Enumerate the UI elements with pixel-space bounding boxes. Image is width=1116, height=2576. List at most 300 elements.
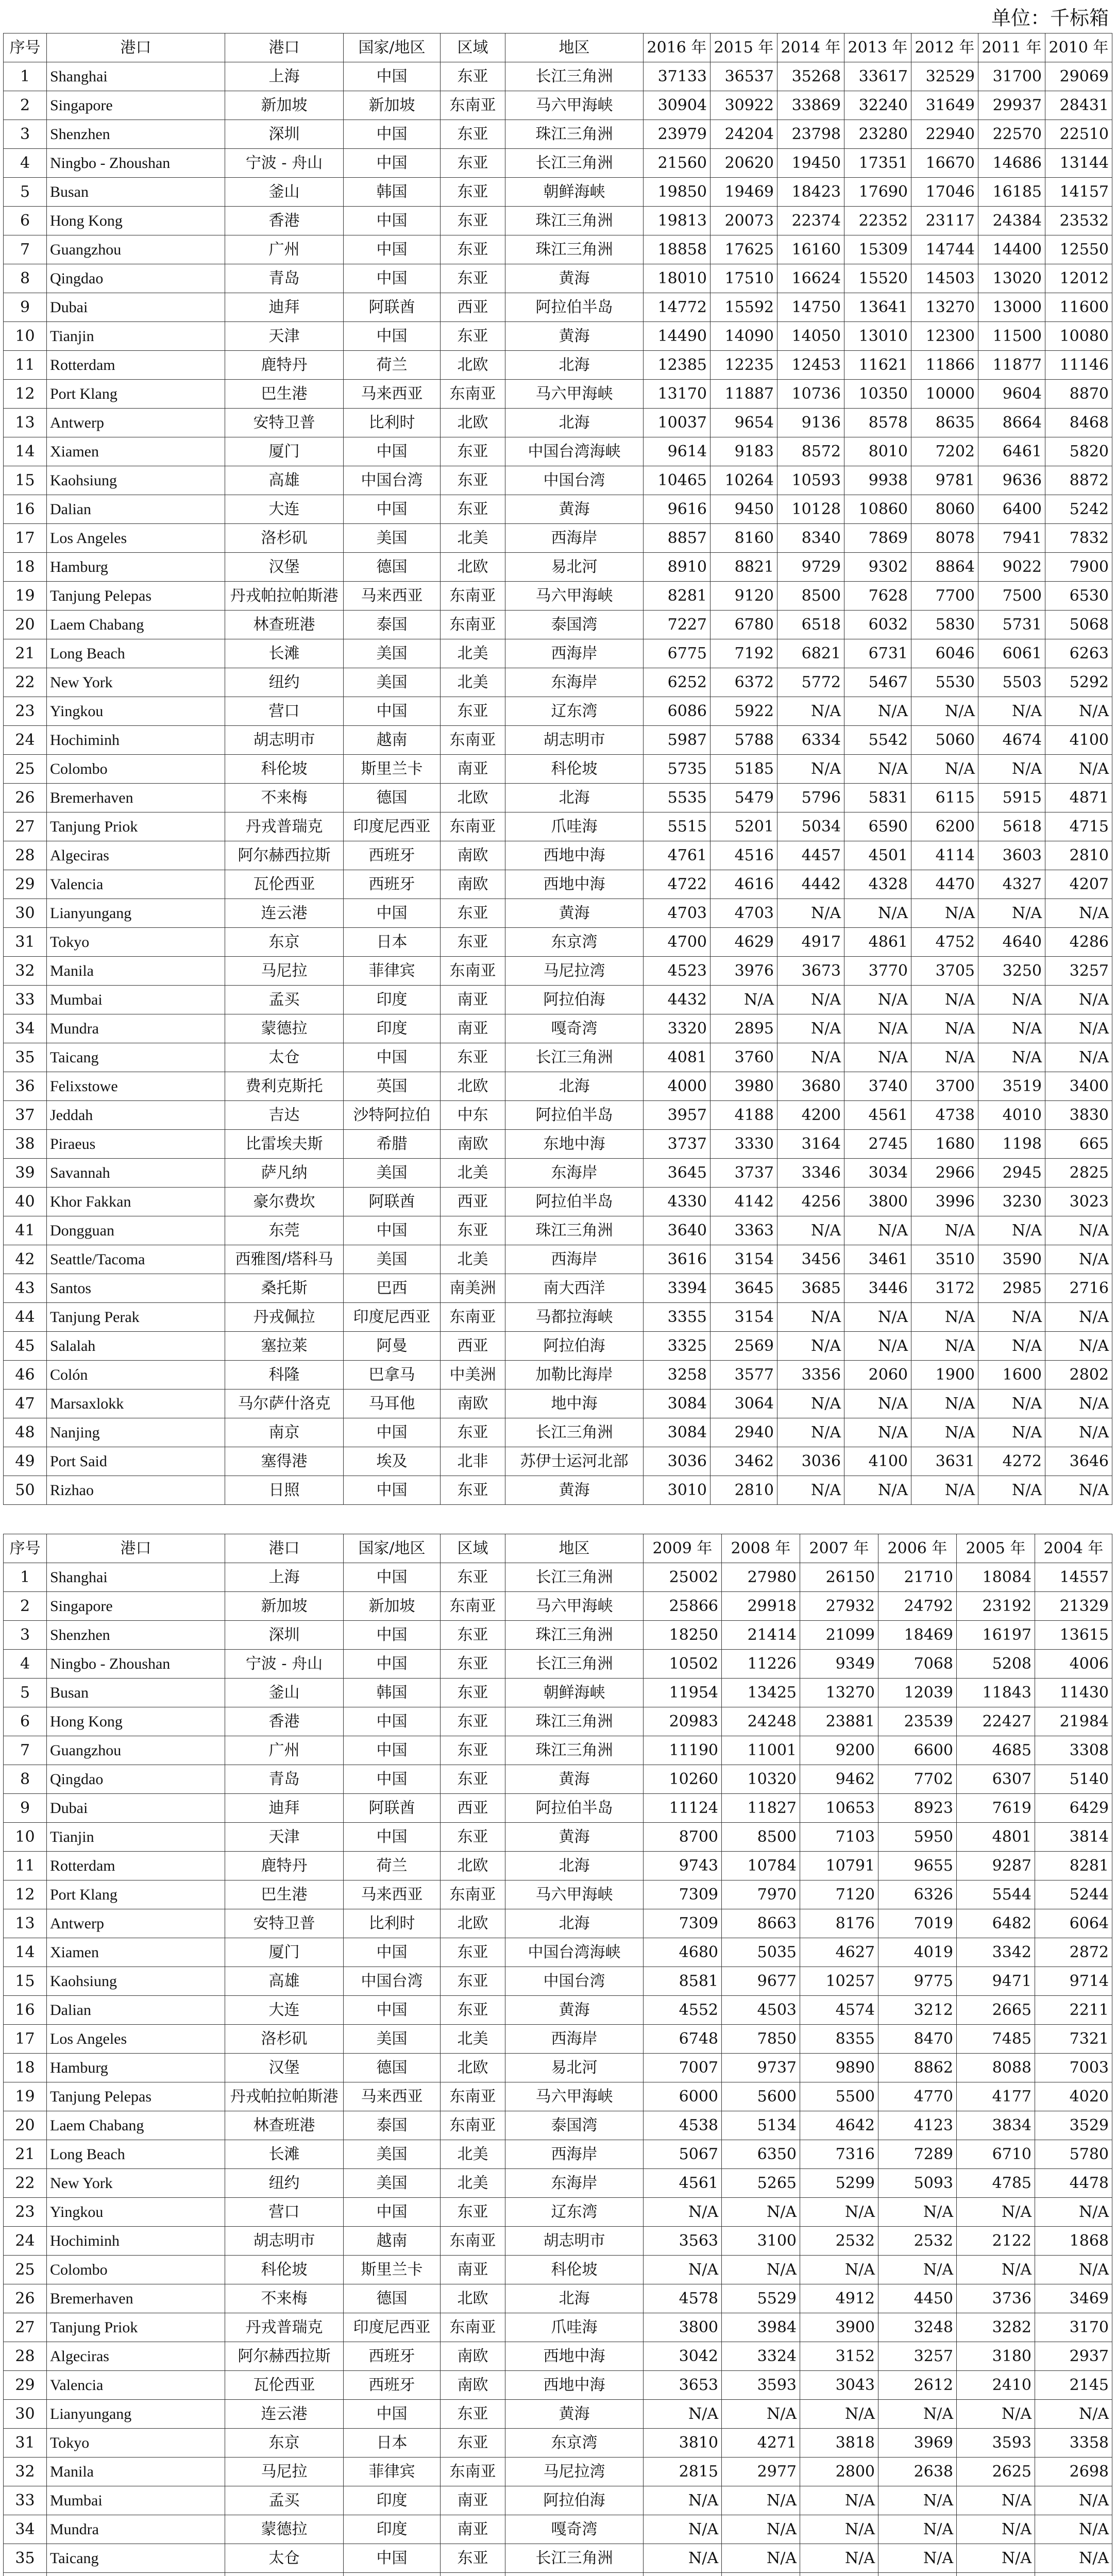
cell-throughput: 16197 <box>957 1621 1035 1650</box>
cell-throughput: 4286 <box>1045 928 1112 957</box>
cell-port-cn: 巴生港 <box>225 1880 344 1909</box>
cell-throughput: 3250 <box>978 957 1045 986</box>
cell-country: 美国 <box>344 2140 441 2169</box>
table-row <box>4 149 1112 178</box>
cell-throughput: 9604 <box>978 380 1045 409</box>
cell-port-en: Laem Chabang <box>47 611 225 639</box>
cell-port-cn: 高雄 <box>225 466 344 495</box>
cell-throughput: 21560 <box>644 149 711 178</box>
cell-port-en: Yingkou <box>47 2198 225 2227</box>
cell-area: 马六甲海峡 <box>505 380 644 409</box>
cell-region: 北欧 <box>441 2054 505 2082</box>
cell-throughput: 3400 <box>1045 1072 1112 1101</box>
port-throughput-table-2009-2004 <box>3 1534 1112 2576</box>
cell-region: 东亚 <box>441 2544 505 2573</box>
cell-throughput: 9729 <box>777 553 844 582</box>
cell-throughput: 5530 <box>911 668 978 697</box>
table-row <box>4 524 1112 553</box>
cell-throughput: 5830 <box>911 611 978 639</box>
cell-index: 25 <box>4 2256 47 2284</box>
cell-throughput: N/A <box>644 2198 722 2227</box>
cell-port-en: Valencia <box>47 870 225 899</box>
table-row <box>4 2371 1112 2400</box>
cell-region: 东亚 <box>441 697 505 726</box>
cell-throughput: N/A <box>644 2515 722 2544</box>
cell-throughput: 29069 <box>1045 62 1112 91</box>
cell-area: 珠江三角洲 <box>505 235 644 264</box>
table-row <box>4 235 1112 264</box>
cell-port-cn: 阿尔赫西拉斯 <box>225 2342 344 2371</box>
table-row <box>4 957 1112 986</box>
cell-area: 阿拉伯海 <box>505 1332 644 1361</box>
cell-throughput: 4457 <box>777 841 844 870</box>
cell-throughput: 5788 <box>711 726 777 755</box>
cell-throughput: 2060 <box>844 1361 911 1389</box>
cell-country: 比利时 <box>344 409 441 437</box>
cell-region: 西亚 <box>441 293 505 322</box>
table-row <box>4 2429 1112 2458</box>
cell-throughput: 13270 <box>800 1679 878 1707</box>
table-row <box>4 1592 1112 1621</box>
table-row <box>4 755 1112 784</box>
cell-throughput: 3230 <box>978 1188 1045 1216</box>
cell-throughput: 7628 <box>844 582 911 611</box>
table-row <box>4 1967 1112 1996</box>
cell-region: 东亚 <box>441 1967 505 1996</box>
cell-throughput: 3800 <box>844 1188 911 1216</box>
cell-country: 马耳他 <box>344 1389 441 1418</box>
cell-area: 阿拉伯半岛 <box>505 1188 644 1216</box>
cell-throughput: 6326 <box>878 1880 957 1909</box>
cell-throughput: 6046 <box>911 639 978 668</box>
cell-throughput: 3770 <box>844 957 911 986</box>
cell-index: 45 <box>4 1332 47 1361</box>
cell-throughput: 29937 <box>978 91 1045 120</box>
cell-throughput: 2966 <box>911 1159 978 1188</box>
cell-country: 中国 <box>344 264 441 293</box>
cell-port-cn: 太仓 <box>225 2544 344 2573</box>
cell-port-en: Hong Kong <box>47 207 225 235</box>
cell-throughput: 6000 <box>644 2082 722 2111</box>
cell-area: 阿拉伯半岛 <box>505 293 644 322</box>
cell-region: 东亚 <box>441 62 505 91</box>
cell-throughput: 4256 <box>777 1188 844 1216</box>
cell-region: 东亚 <box>441 1938 505 1967</box>
cell-throughput: 19450 <box>777 149 844 178</box>
cell-region: 北美 <box>441 639 505 668</box>
cell-port-en: Dongguan <box>47 1216 225 1245</box>
cell-throughput: N/A <box>978 986 1045 1014</box>
cell-region: 东南亚 <box>441 2458 505 2486</box>
cell-throughput: 6263 <box>1045 639 1112 668</box>
cell-country: 希腊 <box>344 1130 441 1159</box>
cell-area: 西地中海 <box>505 2371 644 2400</box>
cell-region: 东亚 <box>441 1679 505 1707</box>
cell-throughput: 4700 <box>644 928 711 957</box>
cell-area: 马尼拉湾 <box>505 957 644 986</box>
cell-country: 印度 <box>344 2515 441 2544</box>
cell-index: 6 <box>4 207 47 235</box>
cell-throughput: 5503 <box>978 668 1045 697</box>
cell-throughput: N/A <box>777 1216 844 1245</box>
cell-throughput: 3363 <box>711 1216 777 1245</box>
header-year: 2012 年 <box>911 33 978 62</box>
cell-area: 爪哇海 <box>505 812 644 841</box>
cell-throughput: 14750 <box>777 293 844 322</box>
cell-port-cn: 汉堡 <box>225 553 344 582</box>
cell-throughput: 11190 <box>644 1736 722 1765</box>
cell-port-en: Taicang <box>47 2544 225 2573</box>
cell-throughput: N/A <box>844 1418 911 1447</box>
cell-throughput: 8355 <box>800 2025 878 2054</box>
cell-index: 10 <box>4 1823 47 1852</box>
cell-index: 34 <box>4 2515 47 2544</box>
cell-throughput: 4642 <box>800 2111 878 2140</box>
cell-country: 中国 <box>344 1938 441 1967</box>
cell-index: 10 <box>4 322 47 351</box>
cell-index: 4 <box>4 149 47 178</box>
cell-country: 马来西亚 <box>344 2082 441 2111</box>
cell-port-en: Mundra <box>47 2515 225 2544</box>
cell-throughput: 20620 <box>711 149 777 178</box>
table-row <box>4 1216 1112 1245</box>
cell-throughput: 3356 <box>777 1361 844 1389</box>
cell-region: 南亚 <box>441 2515 505 2544</box>
cell-throughput: 10791 <box>800 1852 878 1880</box>
cell-throughput: N/A <box>878 2198 957 2227</box>
cell-region: 东亚 <box>441 1216 505 1245</box>
cell-throughput: 665 <box>1045 1130 1112 1159</box>
cell-port-cn: 东莞 <box>225 1216 344 1245</box>
cell-throughput: 6200 <box>911 812 978 841</box>
cell-index: 21 <box>4 639 47 668</box>
cell-throughput: 3461 <box>844 1245 911 1274</box>
cell-throughput: 7900 <box>1045 553 1112 582</box>
cell-throughput: 4761 <box>644 841 711 870</box>
cell-throughput: 13170 <box>644 380 711 409</box>
cell-index: 44 <box>4 1303 47 1332</box>
cell-port-en: Shenzhen <box>47 1621 225 1650</box>
cell-region: 西亚 <box>441 1332 505 1361</box>
cell-throughput: 30922 <box>711 91 777 120</box>
cell-area: 马尼拉湾 <box>505 2458 644 2486</box>
cell-throughput: 7309 <box>644 1880 722 1909</box>
cell-throughput: 3519 <box>978 1072 1045 1101</box>
cell-throughput: 4200 <box>777 1101 844 1130</box>
cell-region: 东亚 <box>441 1736 505 1765</box>
table-row <box>4 293 1112 322</box>
cell-country: 韩国 <box>344 178 441 207</box>
cell-country: 荷兰 <box>344 351 441 380</box>
cell-throughput: 37133 <box>644 62 711 91</box>
cell-throughput: 13020 <box>978 264 1045 293</box>
cell-throughput: 3631 <box>911 1447 978 1476</box>
cell-port-en: Colombo <box>47 2256 225 2284</box>
cell-throughput: 2532 <box>800 2227 878 2256</box>
cell-port-cn: 东京 <box>225 928 344 957</box>
cell-throughput: 11500 <box>978 322 1045 351</box>
cell-throughput: N/A <box>1035 2486 1112 2515</box>
cell-port-cn: 鹿特丹 <box>225 351 344 380</box>
cell-throughput: N/A <box>1045 986 1112 1014</box>
table-row <box>4 812 1112 841</box>
cell-country: 美国 <box>344 1245 441 1274</box>
cell-throughput: 6821 <box>777 639 844 668</box>
cell-throughput <box>722 2573 800 2576</box>
cell-throughput: 8857 <box>644 524 711 553</box>
cell-throughput: 3036 <box>644 1447 711 1476</box>
cell-region: 东亚 <box>441 120 505 149</box>
cell-throughput: 11621 <box>844 351 911 380</box>
cell-port-cn: 釜山 <box>225 178 344 207</box>
cell-throughput: 3645 <box>711 1274 777 1303</box>
cell-throughput: 6530 <box>1045 582 1112 611</box>
cell-area: 黄海 <box>505 322 644 351</box>
cell-throughput: 19850 <box>644 178 711 207</box>
table-row <box>4 1996 1112 2025</box>
cell-country: 西班牙 <box>344 841 441 870</box>
cell-country: 西班牙 <box>344 2342 441 2371</box>
cell-port-cn: 吉达 <box>225 1101 344 1130</box>
cell-throughput: 31649 <box>911 91 978 120</box>
cell-region: 东亚 <box>441 1043 505 1072</box>
cell-area: 南大西洋 <box>505 1274 644 1303</box>
cell-throughput: 9655 <box>878 1852 957 1880</box>
cell-throughput: 3673 <box>777 957 844 986</box>
cell-port-en: Tanjung Pelepas <box>47 582 225 611</box>
cell-region: 东南亚 <box>441 1592 505 1621</box>
cell-throughput: 16160 <box>777 235 844 264</box>
cell-index: 42 <box>4 1245 47 1274</box>
cell-throughput: 27980 <box>722 1563 800 1592</box>
cell-throughput: N/A <box>1045 1418 1112 1447</box>
cell-port-cn: 科伦坡 <box>225 755 344 784</box>
cell-throughput: 4703 <box>711 899 777 928</box>
cell-port-en: Rotterdam <box>47 351 225 380</box>
cell-throughput: 6461 <box>978 437 1045 466</box>
cell-country: 中国 <box>344 1418 441 1447</box>
cell-throughput: 8581 <box>644 1967 722 1996</box>
cell-throughput: 5544 <box>957 1880 1035 1909</box>
cell-throughput: 10080 <box>1045 322 1112 351</box>
cell-area: 长江三角洲 <box>505 1563 644 1592</box>
cell-country: 中国 <box>344 207 441 235</box>
cell-port-en: Hong Kong <box>47 1707 225 1736</box>
cell-throughput: 2895 <box>711 1014 777 1043</box>
cell-port-en: Manila <box>47 2458 225 2486</box>
cell-area: 西海岸 <box>505 639 644 668</box>
table-row <box>4 495 1112 524</box>
cell-throughput: 2698 <box>1035 2458 1112 2486</box>
cell-throughput: 17351 <box>844 149 911 178</box>
cell-country: 中国 <box>344 62 441 91</box>
cell-throughput: 2937 <box>1035 2342 1112 2371</box>
cell-throughput: 9677 <box>722 1967 800 1996</box>
cell-region: 南亚 <box>441 986 505 1014</box>
cell-area: 嘎奇湾 <box>505 1014 644 1043</box>
cell-throughput: 14503 <box>911 264 978 293</box>
cell-region: 北美 <box>441 1245 505 1274</box>
cell-index: 17 <box>4 524 47 553</box>
cell-throughput: 7289 <box>878 2140 957 2169</box>
cell-throughput: 22427 <box>957 1707 1035 1736</box>
cell-area: 西地中海 <box>505 2342 644 2371</box>
table-header-row <box>4 1534 1112 1563</box>
cell-throughput: 4752 <box>911 928 978 957</box>
table-row <box>4 1159 1112 1188</box>
cell-throughput: N/A <box>878 2256 957 2284</box>
table-row <box>4 409 1112 437</box>
cell-port-en: Mumbai <box>47 2486 225 2515</box>
cell-port-cn: 釜山 <box>225 1679 344 1707</box>
cell-throughput: N/A <box>1035 2544 1112 2573</box>
cell-port-en: Dalian <box>47 1996 225 2025</box>
cell-area: 长江三角洲 <box>505 1043 644 1072</box>
cell-country: 比利时 <box>344 1909 441 1938</box>
cell-throughput: 7316 <box>800 2140 878 2169</box>
cell-throughput: 3100 <box>722 2227 800 2256</box>
cell-throughput: 7202 <box>911 437 978 466</box>
cell-area: 黄海 <box>505 1996 644 2025</box>
cell-throughput: 3976 <box>711 957 777 986</box>
cell-throughput: 14090 <box>711 322 777 351</box>
header-year: 2011 年 <box>978 33 1045 62</box>
cell-index: 7 <box>4 235 47 264</box>
cell-area: 中国台湾 <box>505 466 644 495</box>
cell-region: 东南亚 <box>441 1303 505 1332</box>
cell-area: 北海 <box>505 409 644 437</box>
cell-throughput: 5292 <box>1045 668 1112 697</box>
table-row <box>4 2400 1112 2429</box>
cell-port-en: Piraeus <box>47 1130 225 1159</box>
cell-throughput: N/A <box>777 755 844 784</box>
cell-port-en: Tokyo <box>47 928 225 957</box>
cell-country: 中国 <box>344 1563 441 1592</box>
cell-index: 6 <box>4 1707 47 1736</box>
cell-throughput: 13270 <box>911 293 978 322</box>
cell-index: 9 <box>4 1794 47 1823</box>
cell-port-en: Shanghai <box>47 1563 225 1592</box>
cell-throughput: N/A <box>911 1043 978 1072</box>
cell-throughput: 3800 <box>644 2313 722 2342</box>
table-row <box>4 928 1112 957</box>
cell-throughput: 4552 <box>644 1996 722 2025</box>
cell-area: 东海岸 <box>505 668 644 697</box>
cell-index: 28 <box>4 841 47 870</box>
cell-index: 16 <box>4 495 47 524</box>
cell-throughput: N/A <box>878 2400 957 2429</box>
cell-area: 马六甲海峡 <box>505 1880 644 1909</box>
cell-throughput: 18469 <box>878 1621 957 1650</box>
cell-throughput: 5618 <box>978 812 1045 841</box>
header-region: 区域 <box>441 1534 505 1563</box>
cell-throughput: 9775 <box>878 1967 957 1996</box>
cell-area: 中国台湾海峡 <box>505 1938 644 1967</box>
cell-index: 37 <box>4 1101 47 1130</box>
cell-throughput: 7702 <box>878 1765 957 1794</box>
cell-throughput: 8578 <box>844 409 911 437</box>
cell-area: 东海岸 <box>505 2169 644 2198</box>
cell-area: 西海岸 <box>505 524 644 553</box>
table-row <box>4 1303 1112 1332</box>
cell-country: 中国 <box>344 899 441 928</box>
table-row <box>4 264 1112 293</box>
cell-throughput: N/A <box>777 697 844 726</box>
cell-country: 沙特阿拉伯 <box>344 1101 441 1130</box>
cell-throughput: N/A <box>911 1216 978 1245</box>
cell-country: 西班牙 <box>344 870 441 899</box>
cell-index: 18 <box>4 2054 47 2082</box>
cell-region: 东亚 <box>441 207 505 235</box>
table-row <box>4 841 1112 870</box>
cell-port-en: Mundra <box>47 1014 225 1043</box>
table-row <box>4 1274 1112 1303</box>
table-row <box>4 2082 1112 2111</box>
cell-region: 南欧 <box>441 841 505 870</box>
cell-throughput: 10320 <box>722 1765 800 1794</box>
cell-throughput: 4561 <box>644 2169 722 2198</box>
cell-region: 北欧 <box>441 409 505 437</box>
cell-throughput: 4330 <box>644 1188 711 1216</box>
cell-port-cn: 厦门 <box>225 437 344 466</box>
cell-throughput: N/A <box>844 1332 911 1361</box>
cell-area: 黄海 <box>505 1765 644 1794</box>
cell-throughput: 7941 <box>978 524 1045 553</box>
cell-throughput: 4871 <box>1045 784 1112 812</box>
cell-throughput: 2815 <box>644 2458 722 2486</box>
cell-index: 33 <box>4 2486 47 2515</box>
cell-throughput: N/A <box>957 2544 1035 2573</box>
cell-area: 北海 <box>505 1072 644 1101</box>
cell-index: 14 <box>4 437 47 466</box>
table-row <box>4 668 1112 697</box>
cell-area: 东京湾 <box>505 928 644 957</box>
cell-throughput: N/A <box>911 899 978 928</box>
cell-throughput: N/A <box>800 2198 878 2227</box>
table-row <box>4 1650 1112 1679</box>
cell-index: 22 <box>4 668 47 697</box>
cell-throughput: 4917 <box>777 928 844 957</box>
cell-throughput: 10593 <box>777 466 844 495</box>
cell-country: 中国 <box>344 120 441 149</box>
cell-throughput: 9890 <box>800 2054 878 2082</box>
cell-throughput: 3248 <box>878 2313 957 2342</box>
cell-throughput: 2716 <box>1045 1274 1112 1303</box>
cell-throughput: 1680 <box>911 1130 978 1159</box>
cell-country: 斯里兰卡 <box>344 755 441 784</box>
cell-index: 18 <box>4 553 47 582</box>
cell-throughput: 18084 <box>957 1563 1035 1592</box>
cell-port-cn: 林查班港 <box>225 2111 344 2140</box>
cell-port-cn: 鹿特丹 <box>225 1852 344 1880</box>
cell-index: 12 <box>4 1880 47 1909</box>
cell-throughput: 24204 <box>711 120 777 149</box>
cell-region: 北欧 <box>441 2284 505 2313</box>
cell-index: 27 <box>4 2313 47 2342</box>
cell-throughput: 10736 <box>777 380 844 409</box>
cell-throughput: 22352 <box>844 207 911 235</box>
cell-throughput: 4081 <box>644 1043 711 1072</box>
cell-index: 19 <box>4 582 47 611</box>
cell-port-cn: 香港 <box>225 1707 344 1736</box>
cell-throughput: N/A <box>800 2544 878 2573</box>
cell-port-cn <box>225 2573 344 2576</box>
cell-throughput: 3700 <box>911 1072 978 1101</box>
cell-throughput: N/A <box>978 697 1045 726</box>
cell-throughput: 17690 <box>844 178 911 207</box>
cell-throughput: 7869 <box>844 524 911 553</box>
cell-throughput: 5735 <box>644 755 711 784</box>
